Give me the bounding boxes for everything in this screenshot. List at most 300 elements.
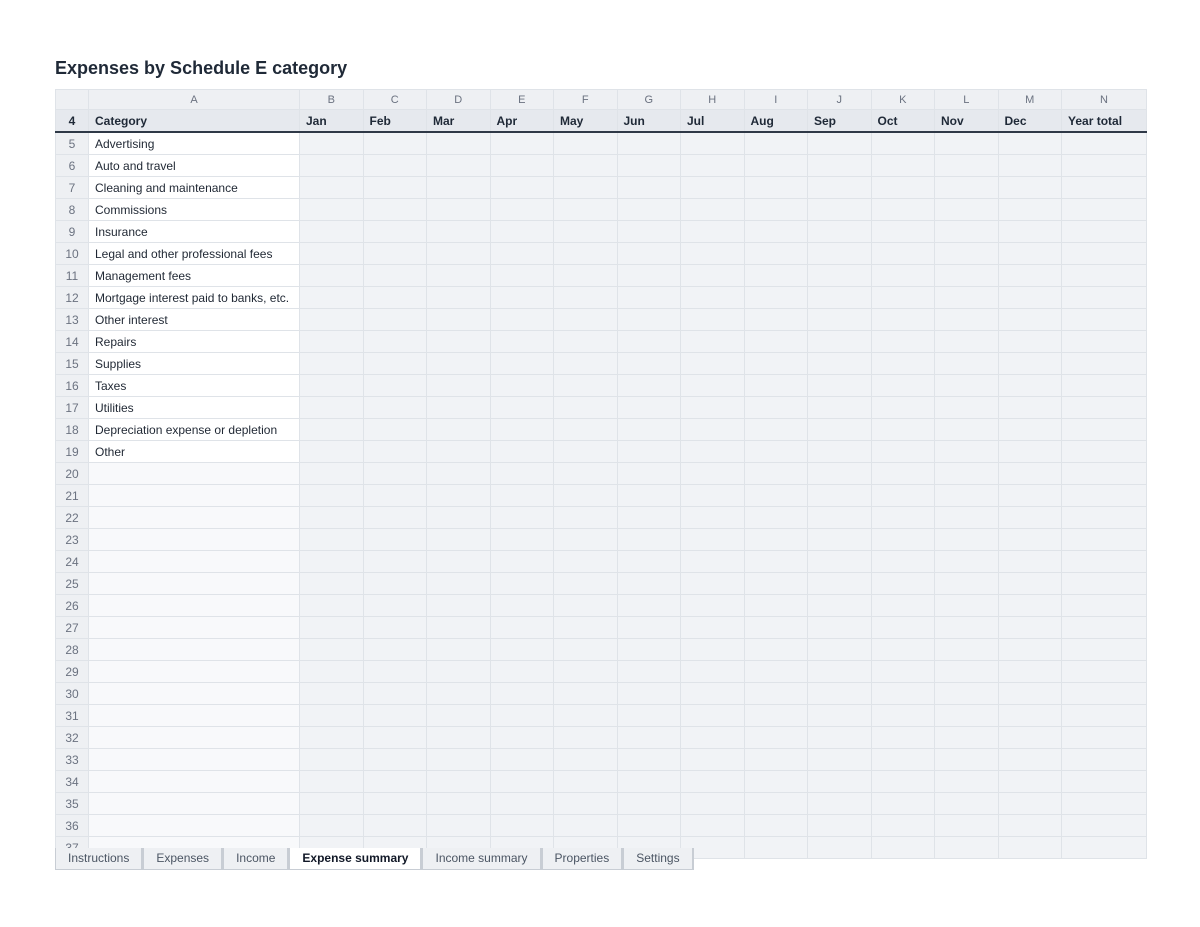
month-value-cell[interactable] xyxy=(617,661,681,683)
header-cell[interactable]: Year total xyxy=(1062,110,1147,133)
month-value-cell[interactable] xyxy=(427,221,491,243)
month-value-cell[interactable] xyxy=(427,705,491,727)
month-value-cell[interactable] xyxy=(871,287,935,309)
month-value-cell[interactable] xyxy=(363,287,427,309)
month-value-cell[interactable] xyxy=(427,177,491,199)
month-value-cell[interactable] xyxy=(427,485,491,507)
month-value-cell[interactable] xyxy=(935,771,999,793)
year-total-cell[interactable] xyxy=(1062,353,1147,375)
month-value-cell[interactable] xyxy=(998,441,1062,463)
month-value-cell[interactable] xyxy=(427,595,491,617)
month-value-cell[interactable] xyxy=(554,551,618,573)
month-value-cell[interactable] xyxy=(300,397,364,419)
month-value-cell[interactable] xyxy=(681,331,745,353)
month-value-cell[interactable] xyxy=(871,529,935,551)
month-value-cell[interactable] xyxy=(554,683,618,705)
month-value-cell[interactable] xyxy=(490,639,554,661)
month-value-cell[interactable] xyxy=(681,463,745,485)
year-total-cell[interactable] xyxy=(1062,573,1147,595)
month-value-cell[interactable] xyxy=(554,441,618,463)
month-value-cell[interactable] xyxy=(998,837,1062,859)
month-value-cell[interactable] xyxy=(935,617,999,639)
month-value-cell[interactable] xyxy=(808,243,872,265)
month-value-cell[interactable] xyxy=(617,639,681,661)
month-value-cell[interactable] xyxy=(554,375,618,397)
month-value-cell[interactable] xyxy=(490,353,554,375)
month-value-cell[interactable] xyxy=(998,199,1062,221)
category-cell[interactable]: Auto and travel xyxy=(89,155,300,177)
month-value-cell[interactable] xyxy=(998,551,1062,573)
month-value-cell[interactable] xyxy=(935,661,999,683)
month-value-cell[interactable] xyxy=(681,727,745,749)
month-value-cell[interactable] xyxy=(935,155,999,177)
month-value-cell[interactable] xyxy=(871,617,935,639)
month-value-cell[interactable] xyxy=(681,265,745,287)
month-value-cell[interactable] xyxy=(871,815,935,837)
month-value-cell[interactable] xyxy=(617,727,681,749)
month-value-cell[interactable] xyxy=(427,639,491,661)
month-value-cell[interactable] xyxy=(554,221,618,243)
month-value-cell[interactable] xyxy=(300,595,364,617)
month-value-cell[interactable] xyxy=(681,441,745,463)
month-value-cell[interactable] xyxy=(871,793,935,815)
month-value-cell[interactable] xyxy=(300,551,364,573)
year-total-cell[interactable] xyxy=(1062,155,1147,177)
row-number[interactable]: 10 xyxy=(56,243,89,265)
month-value-cell[interactable] xyxy=(871,243,935,265)
month-value-cell[interactable] xyxy=(744,815,808,837)
year-total-cell[interactable] xyxy=(1062,595,1147,617)
row-number[interactable]: 28 xyxy=(56,639,89,661)
month-value-cell[interactable] xyxy=(617,419,681,441)
year-total-cell[interactable] xyxy=(1062,507,1147,529)
month-value-cell[interactable] xyxy=(998,485,1062,507)
month-value-cell[interactable] xyxy=(427,749,491,771)
month-value-cell[interactable] xyxy=(871,705,935,727)
month-value-cell[interactable] xyxy=(871,661,935,683)
month-value-cell[interactable] xyxy=(744,331,808,353)
month-value-cell[interactable] xyxy=(300,529,364,551)
month-value-cell[interactable] xyxy=(998,639,1062,661)
month-value-cell[interactable] xyxy=(935,837,999,859)
year-total-cell[interactable] xyxy=(1062,815,1147,837)
month-value-cell[interactable] xyxy=(808,155,872,177)
month-value-cell[interactable] xyxy=(554,793,618,815)
month-value-cell[interactable] xyxy=(808,309,872,331)
column-header-a[interactable]: A xyxy=(89,90,300,110)
month-value-cell[interactable] xyxy=(808,529,872,551)
month-value-cell[interactable] xyxy=(363,661,427,683)
month-value-cell[interactable] xyxy=(554,815,618,837)
month-value-cell[interactable] xyxy=(871,397,935,419)
month-value-cell[interactable] xyxy=(998,309,1062,331)
month-value-cell[interactable] xyxy=(935,331,999,353)
month-value-cell[interactable] xyxy=(490,199,554,221)
month-value-cell[interactable] xyxy=(427,331,491,353)
month-value-cell[interactable] xyxy=(808,683,872,705)
year-total-cell[interactable] xyxy=(1062,265,1147,287)
month-value-cell[interactable] xyxy=(490,595,554,617)
month-value-cell[interactable] xyxy=(490,397,554,419)
tab-properties[interactable]: Properties xyxy=(542,848,624,870)
month-value-cell[interactable] xyxy=(427,155,491,177)
month-value-cell[interactable] xyxy=(681,397,745,419)
tab-instructions[interactable]: Instructions xyxy=(55,848,143,870)
year-total-cell[interactable] xyxy=(1062,331,1147,353)
month-value-cell[interactable] xyxy=(871,639,935,661)
year-total-cell[interactable] xyxy=(1062,419,1147,441)
month-value-cell[interactable] xyxy=(427,243,491,265)
month-value-cell[interactable] xyxy=(363,507,427,529)
row-number[interactable]: 18 xyxy=(56,419,89,441)
month-value-cell[interactable] xyxy=(490,749,554,771)
month-value-cell[interactable] xyxy=(427,771,491,793)
month-value-cell[interactable] xyxy=(935,683,999,705)
month-value-cell[interactable] xyxy=(427,617,491,639)
month-value-cell[interactable] xyxy=(744,551,808,573)
category-cell[interactable] xyxy=(89,815,300,837)
month-value-cell[interactable] xyxy=(617,815,681,837)
category-cell[interactable]: Other interest xyxy=(89,309,300,331)
month-value-cell[interactable] xyxy=(935,221,999,243)
row-number[interactable]: 35 xyxy=(56,793,89,815)
month-value-cell[interactable] xyxy=(490,155,554,177)
row-number[interactable]: 15 xyxy=(56,353,89,375)
month-value-cell[interactable] xyxy=(300,177,364,199)
column-header-e[interactable]: E xyxy=(490,90,554,110)
category-cell[interactable]: Cleaning and maintenance xyxy=(89,177,300,199)
row-number[interactable]: 25 xyxy=(56,573,89,595)
row-number[interactable]: 13 xyxy=(56,309,89,331)
month-value-cell[interactable] xyxy=(744,243,808,265)
month-value-cell[interactable] xyxy=(681,155,745,177)
month-value-cell[interactable] xyxy=(554,573,618,595)
month-value-cell[interactable] xyxy=(681,683,745,705)
month-value-cell[interactable] xyxy=(808,793,872,815)
header-cell[interactable]: Aug xyxy=(744,110,808,133)
month-value-cell[interactable] xyxy=(617,265,681,287)
month-value-cell[interactable] xyxy=(300,287,364,309)
row-number[interactable]: 34 xyxy=(56,771,89,793)
header-cell[interactable]: Jun xyxy=(617,110,681,133)
row-number[interactable]: 7 xyxy=(56,177,89,199)
month-value-cell[interactable] xyxy=(554,419,618,441)
month-value-cell[interactable] xyxy=(808,485,872,507)
month-value-cell[interactable] xyxy=(554,749,618,771)
month-value-cell[interactable] xyxy=(681,661,745,683)
month-value-cell[interactable] xyxy=(554,463,618,485)
month-value-cell[interactable] xyxy=(300,815,364,837)
row-number[interactable]: 21 xyxy=(56,485,89,507)
month-value-cell[interactable] xyxy=(554,771,618,793)
month-value-cell[interactable] xyxy=(617,155,681,177)
month-value-cell[interactable] xyxy=(871,199,935,221)
month-value-cell[interactable] xyxy=(681,199,745,221)
month-value-cell[interactable] xyxy=(490,221,554,243)
month-value-cell[interactable] xyxy=(300,199,364,221)
month-value-cell[interactable] xyxy=(490,661,554,683)
month-value-cell[interactable] xyxy=(681,595,745,617)
row-number[interactable]: 27 xyxy=(56,617,89,639)
month-value-cell[interactable] xyxy=(935,639,999,661)
month-value-cell[interactable] xyxy=(554,507,618,529)
month-value-cell[interactable] xyxy=(490,309,554,331)
month-value-cell[interactable] xyxy=(935,353,999,375)
row-number[interactable]: 19 xyxy=(56,441,89,463)
month-value-cell[interactable] xyxy=(490,507,554,529)
month-value-cell[interactable] xyxy=(554,727,618,749)
category-cell[interactable]: Other xyxy=(89,441,300,463)
month-value-cell[interactable] xyxy=(935,485,999,507)
month-value-cell[interactable] xyxy=(808,441,872,463)
month-value-cell[interactable] xyxy=(998,529,1062,551)
month-value-cell[interactable] xyxy=(363,177,427,199)
month-value-cell[interactable] xyxy=(744,463,808,485)
header-cell[interactable]: Mar xyxy=(427,110,491,133)
month-value-cell[interactable] xyxy=(427,309,491,331)
month-value-cell[interactable] xyxy=(490,793,554,815)
column-header-f[interactable]: F xyxy=(554,90,618,110)
month-value-cell[interactable] xyxy=(998,331,1062,353)
month-value-cell[interactable] xyxy=(935,793,999,815)
month-value-cell[interactable] xyxy=(363,221,427,243)
row-number[interactable]: 20 xyxy=(56,463,89,485)
month-value-cell[interactable] xyxy=(808,661,872,683)
month-value-cell[interactable] xyxy=(617,441,681,463)
month-value-cell[interactable] xyxy=(744,793,808,815)
month-value-cell[interactable] xyxy=(427,507,491,529)
month-value-cell[interactable] xyxy=(617,507,681,529)
row-number[interactable]: 29 xyxy=(56,661,89,683)
row-number[interactable]: 6 xyxy=(56,155,89,177)
month-value-cell[interactable] xyxy=(744,265,808,287)
row-number[interactable]: 14 xyxy=(56,331,89,353)
corner-cell[interactable] xyxy=(56,90,89,110)
category-cell[interactable] xyxy=(89,551,300,573)
month-value-cell[interactable] xyxy=(744,639,808,661)
month-value-cell[interactable] xyxy=(998,793,1062,815)
month-value-cell[interactable] xyxy=(935,749,999,771)
category-cell[interactable]: Utilities xyxy=(89,397,300,419)
header-category[interactable]: Category xyxy=(89,110,300,133)
month-value-cell[interactable] xyxy=(744,375,808,397)
tab-expenses[interactable]: Expenses xyxy=(143,848,223,870)
month-value-cell[interactable] xyxy=(490,617,554,639)
column-header-l[interactable]: L xyxy=(935,90,999,110)
month-value-cell[interactable] xyxy=(935,265,999,287)
month-value-cell[interactable] xyxy=(871,749,935,771)
year-total-cell[interactable] xyxy=(1062,705,1147,727)
year-total-cell[interactable] xyxy=(1062,529,1147,551)
month-value-cell[interactable] xyxy=(554,309,618,331)
category-cell[interactable]: Advertising xyxy=(89,132,300,155)
row-number[interactable]: 8 xyxy=(56,199,89,221)
year-total-cell[interactable] xyxy=(1062,441,1147,463)
month-value-cell[interactable] xyxy=(871,331,935,353)
category-cell[interactable]: Repairs xyxy=(89,331,300,353)
month-value-cell[interactable] xyxy=(744,771,808,793)
month-value-cell[interactable] xyxy=(744,221,808,243)
year-total-cell[interactable] xyxy=(1062,485,1147,507)
column-header-d[interactable]: D xyxy=(427,90,491,110)
month-value-cell[interactable] xyxy=(300,419,364,441)
header-cell[interactable]: May xyxy=(554,110,618,133)
month-value-cell[interactable] xyxy=(808,397,872,419)
row-number[interactable]: 31 xyxy=(56,705,89,727)
month-value-cell[interactable] xyxy=(871,771,935,793)
month-value-cell[interactable] xyxy=(871,573,935,595)
month-value-cell[interactable] xyxy=(427,199,491,221)
month-value-cell[interactable] xyxy=(681,507,745,529)
year-total-cell[interactable] xyxy=(1062,309,1147,331)
month-value-cell[interactable] xyxy=(490,375,554,397)
month-value-cell[interactable] xyxy=(935,595,999,617)
tab-expense-summary[interactable]: Expense summary xyxy=(289,848,422,870)
month-value-cell[interactable] xyxy=(300,793,364,815)
month-value-cell[interactable] xyxy=(554,287,618,309)
month-value-cell[interactable] xyxy=(744,529,808,551)
row-number[interactable]: 24 xyxy=(56,551,89,573)
month-value-cell[interactable] xyxy=(427,727,491,749)
month-value-cell[interactable] xyxy=(808,573,872,595)
header-cell[interactable]: Jan xyxy=(300,110,364,133)
month-value-cell[interactable] xyxy=(617,463,681,485)
year-total-cell[interactable] xyxy=(1062,683,1147,705)
month-value-cell[interactable] xyxy=(998,727,1062,749)
month-value-cell[interactable] xyxy=(490,132,554,155)
month-value-cell[interactable] xyxy=(300,573,364,595)
month-value-cell[interactable] xyxy=(617,705,681,727)
month-value-cell[interactable] xyxy=(300,639,364,661)
month-value-cell[interactable] xyxy=(871,353,935,375)
tab-income[interactable]: Income xyxy=(223,848,289,870)
month-value-cell[interactable] xyxy=(300,441,364,463)
month-value-cell[interactable] xyxy=(935,375,999,397)
month-value-cell[interactable] xyxy=(681,485,745,507)
month-value-cell[interactable] xyxy=(554,177,618,199)
month-value-cell[interactable] xyxy=(363,485,427,507)
month-value-cell[interactable] xyxy=(808,705,872,727)
month-value-cell[interactable] xyxy=(744,199,808,221)
month-value-cell[interactable] xyxy=(363,683,427,705)
month-value-cell[interactable] xyxy=(363,397,427,419)
month-value-cell[interactable] xyxy=(617,749,681,771)
month-value-cell[interactable] xyxy=(935,132,999,155)
month-value-cell[interactable] xyxy=(363,265,427,287)
month-value-cell[interactable] xyxy=(300,463,364,485)
category-cell[interactable] xyxy=(89,661,300,683)
month-value-cell[interactable] xyxy=(744,309,808,331)
row-number[interactable]: 9 xyxy=(56,221,89,243)
category-cell[interactable] xyxy=(89,793,300,815)
month-value-cell[interactable] xyxy=(744,683,808,705)
month-value-cell[interactable] xyxy=(363,155,427,177)
month-value-cell[interactable] xyxy=(935,727,999,749)
month-value-cell[interactable] xyxy=(300,771,364,793)
month-value-cell[interactable] xyxy=(617,617,681,639)
category-cell[interactable] xyxy=(89,639,300,661)
category-cell[interactable]: Insurance xyxy=(89,221,300,243)
month-value-cell[interactable] xyxy=(363,749,427,771)
month-value-cell[interactable] xyxy=(744,617,808,639)
month-value-cell[interactable] xyxy=(871,683,935,705)
month-value-cell[interactable] xyxy=(363,353,427,375)
year-total-cell[interactable] xyxy=(1062,397,1147,419)
category-cell[interactable] xyxy=(89,727,300,749)
month-value-cell[interactable] xyxy=(617,683,681,705)
month-value-cell[interactable] xyxy=(744,837,808,859)
year-total-cell[interactable] xyxy=(1062,749,1147,771)
month-value-cell[interactable] xyxy=(300,705,364,727)
month-value-cell[interactable] xyxy=(681,287,745,309)
month-value-cell[interactable] xyxy=(300,155,364,177)
month-value-cell[interactable] xyxy=(427,441,491,463)
month-value-cell[interactable] xyxy=(490,177,554,199)
month-value-cell[interactable] xyxy=(681,375,745,397)
month-value-cell[interactable] xyxy=(490,485,554,507)
month-value-cell[interactable] xyxy=(363,573,427,595)
month-value-cell[interactable] xyxy=(998,749,1062,771)
month-value-cell[interactable] xyxy=(300,132,364,155)
month-value-cell[interactable] xyxy=(935,243,999,265)
month-value-cell[interactable] xyxy=(490,529,554,551)
month-value-cell[interactable] xyxy=(681,221,745,243)
month-value-cell[interactable] xyxy=(871,265,935,287)
month-value-cell[interactable] xyxy=(744,507,808,529)
tab-settings[interactable]: Settings xyxy=(623,848,693,870)
year-total-cell[interactable] xyxy=(1062,375,1147,397)
month-value-cell[interactable] xyxy=(681,705,745,727)
month-value-cell[interactable] xyxy=(808,727,872,749)
month-value-cell[interactable] xyxy=(808,353,872,375)
month-value-cell[interactable] xyxy=(363,617,427,639)
year-total-cell[interactable] xyxy=(1062,243,1147,265)
category-cell[interactable] xyxy=(89,595,300,617)
month-value-cell[interactable] xyxy=(300,727,364,749)
month-value-cell[interactable] xyxy=(363,132,427,155)
tab-income-summary[interactable]: Income summary xyxy=(422,848,541,870)
header-cell[interactable]: Jul xyxy=(681,110,745,133)
row-number[interactable]: 32 xyxy=(56,727,89,749)
month-value-cell[interactable] xyxy=(998,815,1062,837)
category-cell[interactable]: Depreciation expense or depletion xyxy=(89,419,300,441)
column-header-m[interactable]: M xyxy=(998,90,1062,110)
month-value-cell[interactable] xyxy=(681,353,745,375)
category-cell[interactable] xyxy=(89,485,300,507)
month-value-cell[interactable] xyxy=(681,243,745,265)
month-value-cell[interactable] xyxy=(300,485,364,507)
month-value-cell[interactable] xyxy=(427,265,491,287)
month-value-cell[interactable] xyxy=(363,815,427,837)
column-header-i[interactable]: I xyxy=(744,90,808,110)
month-value-cell[interactable] xyxy=(681,749,745,771)
row-number[interactable]: 17 xyxy=(56,397,89,419)
month-value-cell[interactable] xyxy=(363,529,427,551)
month-value-cell[interactable] xyxy=(744,595,808,617)
month-value-cell[interactable] xyxy=(935,287,999,309)
category-cell[interactable]: Commissions xyxy=(89,199,300,221)
month-value-cell[interactable] xyxy=(998,287,1062,309)
month-value-cell[interactable] xyxy=(300,749,364,771)
month-value-cell[interactable] xyxy=(808,837,872,859)
column-header-k[interactable]: K xyxy=(871,90,935,110)
month-value-cell[interactable] xyxy=(554,639,618,661)
row-number[interactable]: 36 xyxy=(56,815,89,837)
month-value-cell[interactable] xyxy=(935,573,999,595)
month-value-cell[interactable] xyxy=(998,375,1062,397)
row-number[interactable]: 22 xyxy=(56,507,89,529)
month-value-cell[interactable] xyxy=(744,441,808,463)
